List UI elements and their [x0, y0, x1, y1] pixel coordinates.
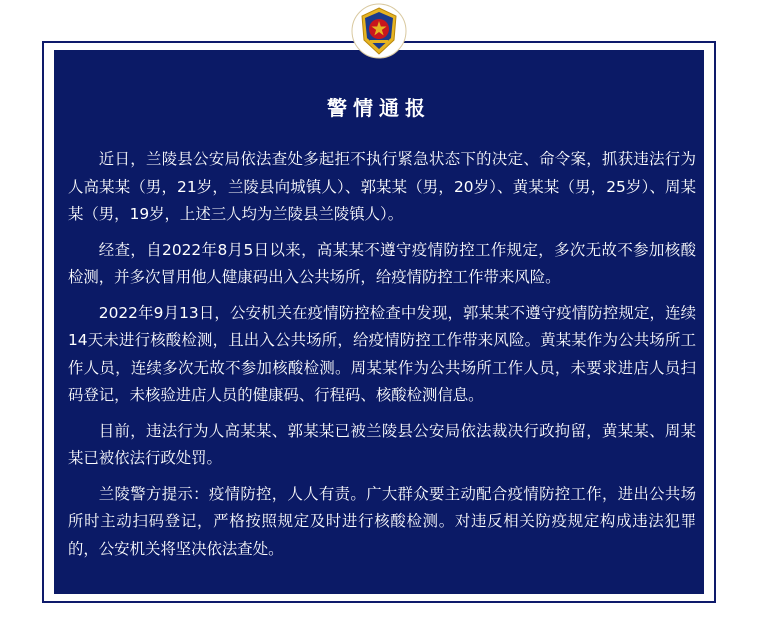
notice-body — [68, 146, 696, 571]
paragraph-3: 2022年9月13日，公安机关在疫情防控检查中发现，郭某某不遵守疫情防控规定，连续14天未进行核酸检测，且出入公共场所，给疫情防控工作带来风险。黄某某作为公共场所工作人员，连续多次无故不参加核酸检测。周某某作为公共场所工作人员，未要求进店人员扫码登记，未核验进店人员的健康码、行程码、核酸检测信息。 — [68, 303, 696, 404]
paragraph-4: 目前，违法行为人高某某、郭某某已被兰陵县公安局依法裁决行政拘留，黄某某、周某某已被依法行政处罚。 — [68, 421, 696, 467]
paragraph-1: 近日，兰陵县公安局依法查处多起拒不执行紧急状态下的决定、命令案，抓获违法行为人高某某（男，21岁，兰陵县向城镇人）、郭某某（男，20岁）、黄某某（男，25岁）、周某某（男，19岁，上述三人均为兰陵县兰陵镇人）。 — [68, 150, 696, 223]
page-title: 警情通报 — [327, 96, 431, 120]
paragraph-5: 兰陵警方提示：疫情防控，人人有责。广大群众要主动配合疫情防控工作，进出公共场所时主动扫码登记，严格按照规定及时进行核酸检测。对违反相关防疫规定构成违法犯罪的，公安机关将坚决依法查处。 — [68, 484, 696, 558]
police-emblem-icon — [350, 2, 408, 60]
paragraph-2: 经查，自2022年8月5日以来，高某某不遵守疫情防控工作规定，多次无故不参加核酸检测，并多次冒用他人健康码出入公共场所，给疫情防控工作带来风险。 — [68, 240, 696, 286]
